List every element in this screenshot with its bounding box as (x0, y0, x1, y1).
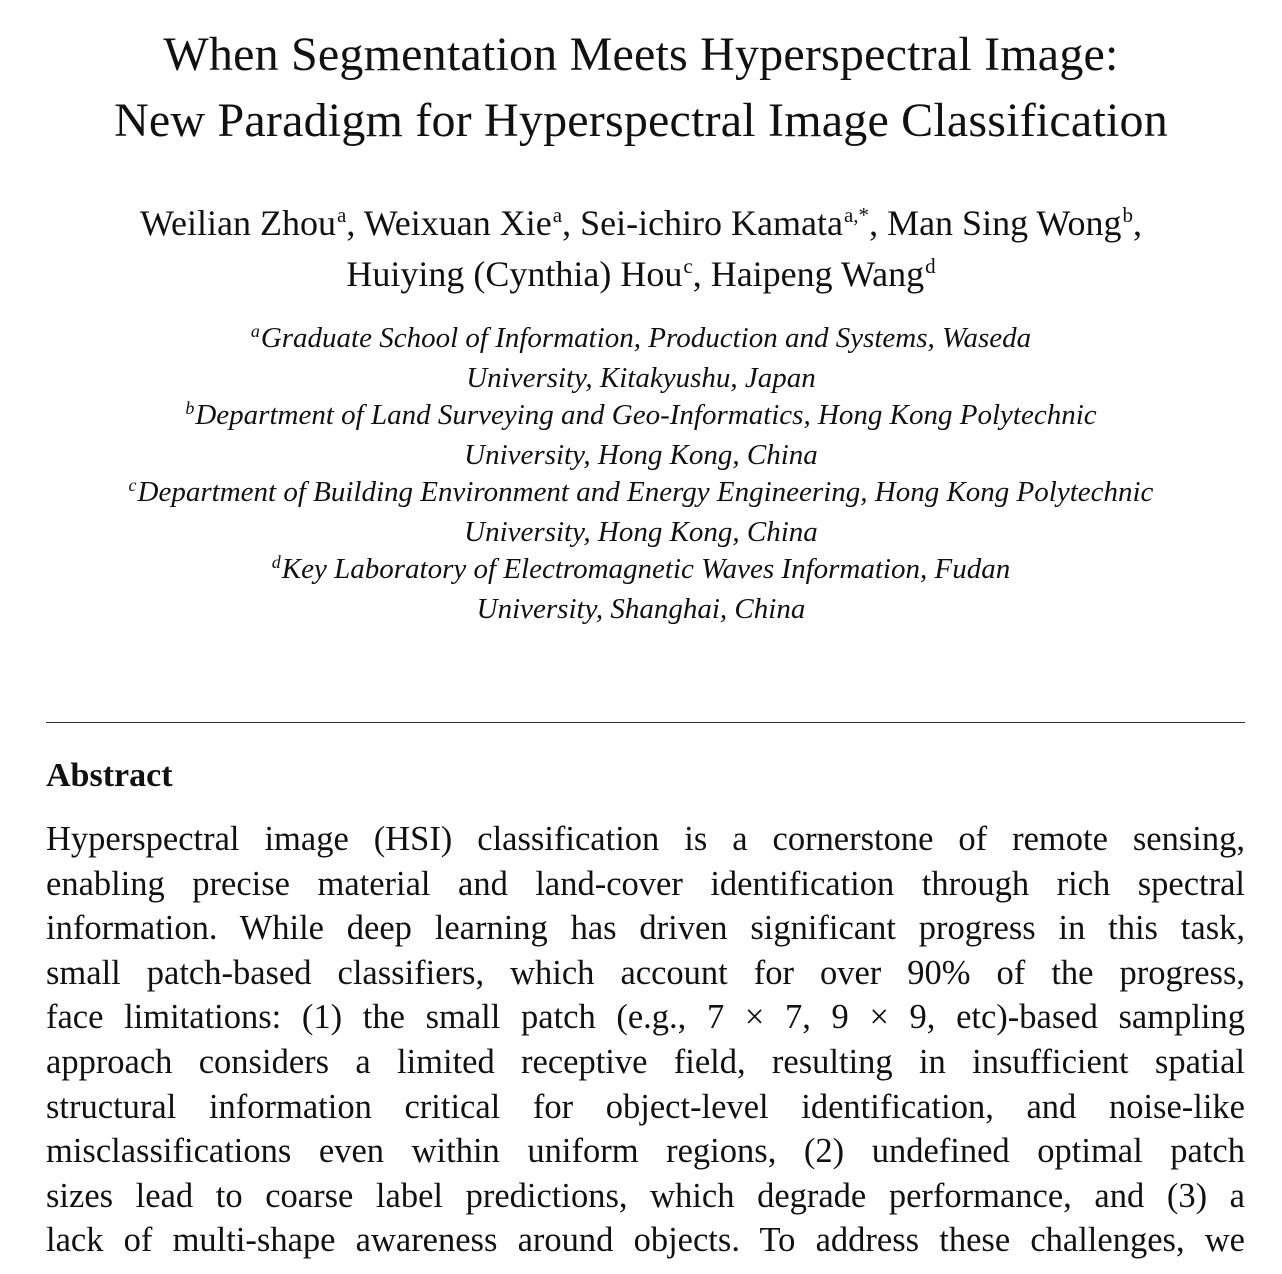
author-name: Weixuan Xie (363, 203, 552, 243)
author-name: Weilian Zhou (139, 203, 337, 243)
author (580, 203, 869, 243)
abstract-line: lack of multi-shape awareness around objects. To address these challenges, we (46, 1221, 1245, 1260)
affiliation-mark: c (128, 475, 137, 495)
abstract-line: enabling precise material and land-cover identification through rich spectral (46, 864, 1245, 903)
affiliation-mark: b (185, 398, 195, 418)
author-name: Man Sing Wong (887, 203, 1122, 243)
affiliation-mark: a (552, 203, 563, 227)
author (140, 203, 346, 243)
abstract-line: sizes lead to coarse label predictions, which degrade performance, and (3) a (46, 1176, 1245, 1215)
affiliation-text: Department of Building Environment and Energy Engineering, Hong Kong Polytechnic (137, 476, 1154, 508)
abstract-line: face limitations: (1) the small patch (e.g., 7 × 7, 9 × 9, etc)-based sampling (46, 998, 1245, 1037)
affiliation-mark: a (250, 321, 260, 341)
affiliation-text: Department of Land Surveying and Geo-Informatics, Hong Kong Polytechnic (195, 399, 1097, 431)
abstract-line: approach considers a limited receptive field, resulting in insufficient spatial (46, 1042, 1245, 1081)
author-name: Haipeng Wang (710, 254, 925, 294)
author-name: Huiying (Cynthia) Hou (346, 254, 683, 294)
abstract-line: structural information critical for object-level identification, and noise-like (46, 1087, 1245, 1126)
authors-line: Weilian Zhou$^a$, Weixuan Xie$^a$, Sei-ichiro Kamata$^{a,*}$, Man Sing Wong$^b$, (139, 203, 1143, 243)
affiliation-mark: a,* (843, 203, 870, 227)
author (346, 254, 692, 294)
author (711, 254, 936, 294)
affiliation-line: University, Kitakyushu, Japan (466, 362, 816, 394)
abstract-line: misclassifications even within uniform regions, (2) undefined optimal patch (46, 1132, 1245, 1171)
abstract-line: Hyperspectral image (HSI) classification is a cornerstone of remote sensing, (46, 820, 1245, 858)
affiliation-mark: b (1122, 203, 1134, 227)
title-line: New Paradigm for Hyperspectral Image Classification (114, 94, 1168, 147)
paper-title (0, 22, 1282, 154)
affiliation-mark: d (925, 254, 936, 278)
abstract-line: information. While deep learning has driven significant progress in this task, (46, 909, 1245, 948)
affiliation-list (0, 320, 1282, 628)
affiliation-text: Key Laboratory of Electromagnetic Waves Information, Fudan (281, 553, 1011, 585)
abstract-heading: Abstract (46, 757, 173, 794)
affiliation-line: University, Hong Kong, China (464, 516, 818, 548)
section-divider (46, 722, 1245, 723)
affiliation-mark: d (271, 552, 281, 572)
author (887, 203, 1133, 243)
affiliation-line (0, 474, 1282, 514)
author (364, 203, 562, 243)
author-list (0, 200, 1282, 302)
author-name: Sei-ichiro Kamata (580, 203, 843, 243)
affiliation-mark: a (337, 203, 347, 227)
affiliation-line: University, Shanghai, China (476, 593, 806, 625)
affiliation-mark: c (683, 254, 693, 278)
affiliation-line (0, 551, 1282, 591)
authors-line: Huiying (Cynthia) Hou$^c$, Haipeng Wang$^d$ (346, 254, 936, 294)
affiliation-text: Graduate School of Information, Production and Systems, Waseda (260, 322, 1032, 354)
affiliation-line: University, Hong Kong, China (464, 439, 818, 471)
affiliation-line (0, 320, 1282, 360)
affiliation-line (0, 397, 1282, 437)
title-line: When Segmentation Meets Hyperspectral Image: (163, 28, 1119, 81)
abstract-text (46, 817, 1245, 1263)
abstract-line: small patch-based classifiers, which account for over 90% of the progress, (46, 953, 1245, 992)
